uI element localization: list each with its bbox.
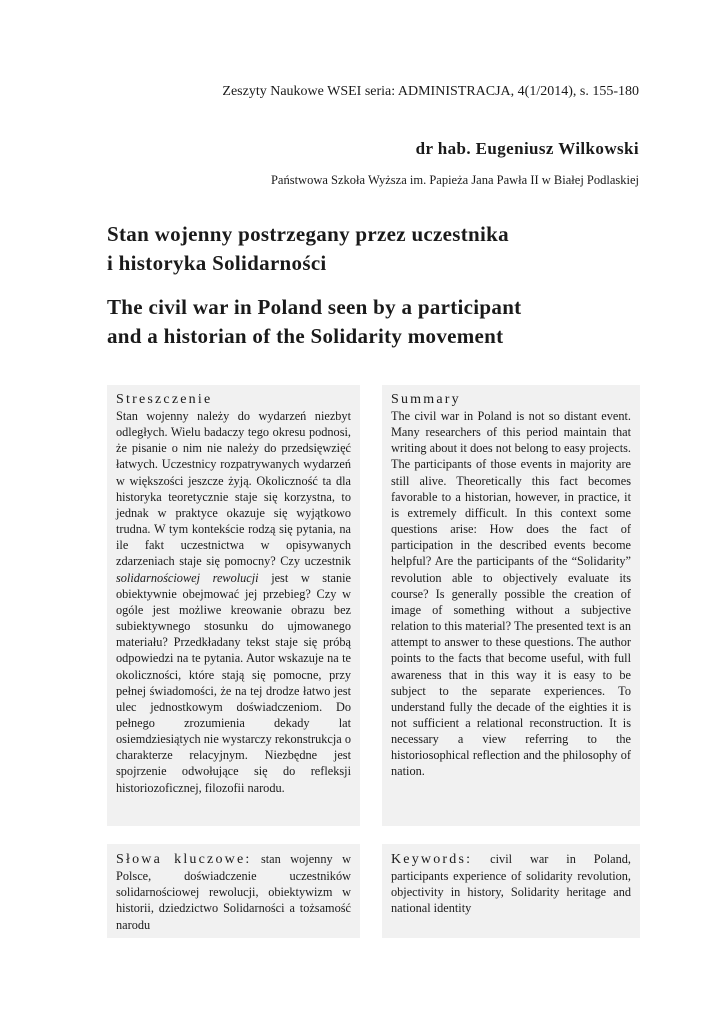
keywords-polish-text: stan wojenny w Polsce, doświadczenie uczestników solidarnościowej rewolucji, obiektywizm w historii, dziedzictwo Solidarności a tożsamość narodu bbox=[116, 852, 352, 932]
title-english-line-2: and a historian of the Solidarity movement bbox=[107, 324, 504, 348]
abstract-polish-box bbox=[107, 385, 360, 826]
keywords-polish-paragraph bbox=[116, 851, 351, 933]
abstract-polish-text-part-2: jest w stanie obiektywnie obejmować jej przebieg? Czy w ogóle jest możliwe kreowanie obrazu bez subiektywnego stosunku do ujmowanego materiału? Przedkładany tekst staje się próbą odpowiedzi na te pytania. Autor wskazuje na te okoliczności, które stają się pomocne, przy pełnej świadomości, że na tej drodze łatwo jest ulec jednostkowym doświadczeniom. Do pełnego zrozumienia dekady lat osiemdziesiątych nie wystarczy rekonstrukcja o charakterze relacyjnym. Niezbędne jest spojrzenie odwołujące się do refleksji historiozoficznej, filozofii narodu. bbox=[116, 570, 351, 795]
abstract-polish-text bbox=[116, 408, 351, 796]
abstract-polish-italic-phrase: solidarnościowej rewolucji bbox=[116, 570, 259, 585]
title-polish-line-2: i historyka Solidarności bbox=[107, 251, 327, 275]
abstract-english-box bbox=[382, 385, 640, 826]
author-affiliation: Państwowa Szkoła Wyższa im. Papieża Jana Pawła II w Białej Podlaskiej bbox=[270, 173, 639, 187]
abstract-polish-heading: Streszczenie bbox=[116, 392, 213, 407]
keywords-polish-label: Słowa kluczowe: bbox=[116, 852, 252, 867]
abstract-polish-text-part-1: Stan wojenny należy do wydarzeń niezbyt odległych. Wielu badaczy tego okresu podnosi, że pisanie o nim nie należy do przedsięwzięć łatwych. Uczestnicy rozpatrywanych wydarzeń w większości jeszcze żyją. Okoliczność ta dla historyka teoretycznie staje się korzystna, to jednak w praktyce okazuje się wyjątkowo trudna. W tym kontekście rodzą się pytania, na ile fakt uczestnictwa w opisywanych zdarzeniach staje się pomocny? Czy uczestnik bbox=[116, 409, 351, 569]
title-polish-line-1: Stan wojenny postrzegany przez uczestnika bbox=[107, 222, 509, 246]
title-english-line-1: The civil war in Poland seen by a participant bbox=[107, 295, 522, 319]
keywords-english-paragraph bbox=[391, 851, 631, 917]
abstract-english-heading: Summary bbox=[391, 392, 461, 407]
title-english bbox=[107, 293, 627, 351]
abstract-english-text: The civil war in Poland is not so distant event. Many researchers of this period maintain that writing about it does not belong to easy projects. The participants of those events in majority are still alive. Theoretically this fact becomes favorable to a historian, however, in practice, it is extremely difficult. In this context some questions arise: How does the fact of participation in the described events become helpful? Are the participants of the “Solidarity” revolution able to objectively evaluate its course? Is generally possible the creation of image of something without a subjective relation to this material? The presented text is an attempt to answer to these questions. The author points to the facts that become useful, with full awareness that in this way it is easy to be subject to the separate experiences. To understand fully the decade of the eighties it is not sufficient a relational reconstruction. It is necessary a view referring to the historiosophical reflection and the philosophy of nation. bbox=[391, 409, 631, 779]
author-name: dr hab. Eugeniusz Wilkowski bbox=[415, 139, 639, 158]
keywords-polish-box bbox=[107, 844, 360, 938]
keywords-english-text: civil war in Poland, participants experience of solidarity revolution, objectivity in history, Solidarity heritage and national identity bbox=[391, 852, 632, 916]
keywords-english-box bbox=[382, 844, 640, 938]
title-polish bbox=[107, 220, 627, 278]
journal-citation: Zeszyty Naukowe WSEI seria: ADMINISTRACJA, 4(1/2014), s. 155-180 bbox=[222, 84, 639, 99]
keywords-english-label: Keywords: bbox=[391, 852, 473, 867]
